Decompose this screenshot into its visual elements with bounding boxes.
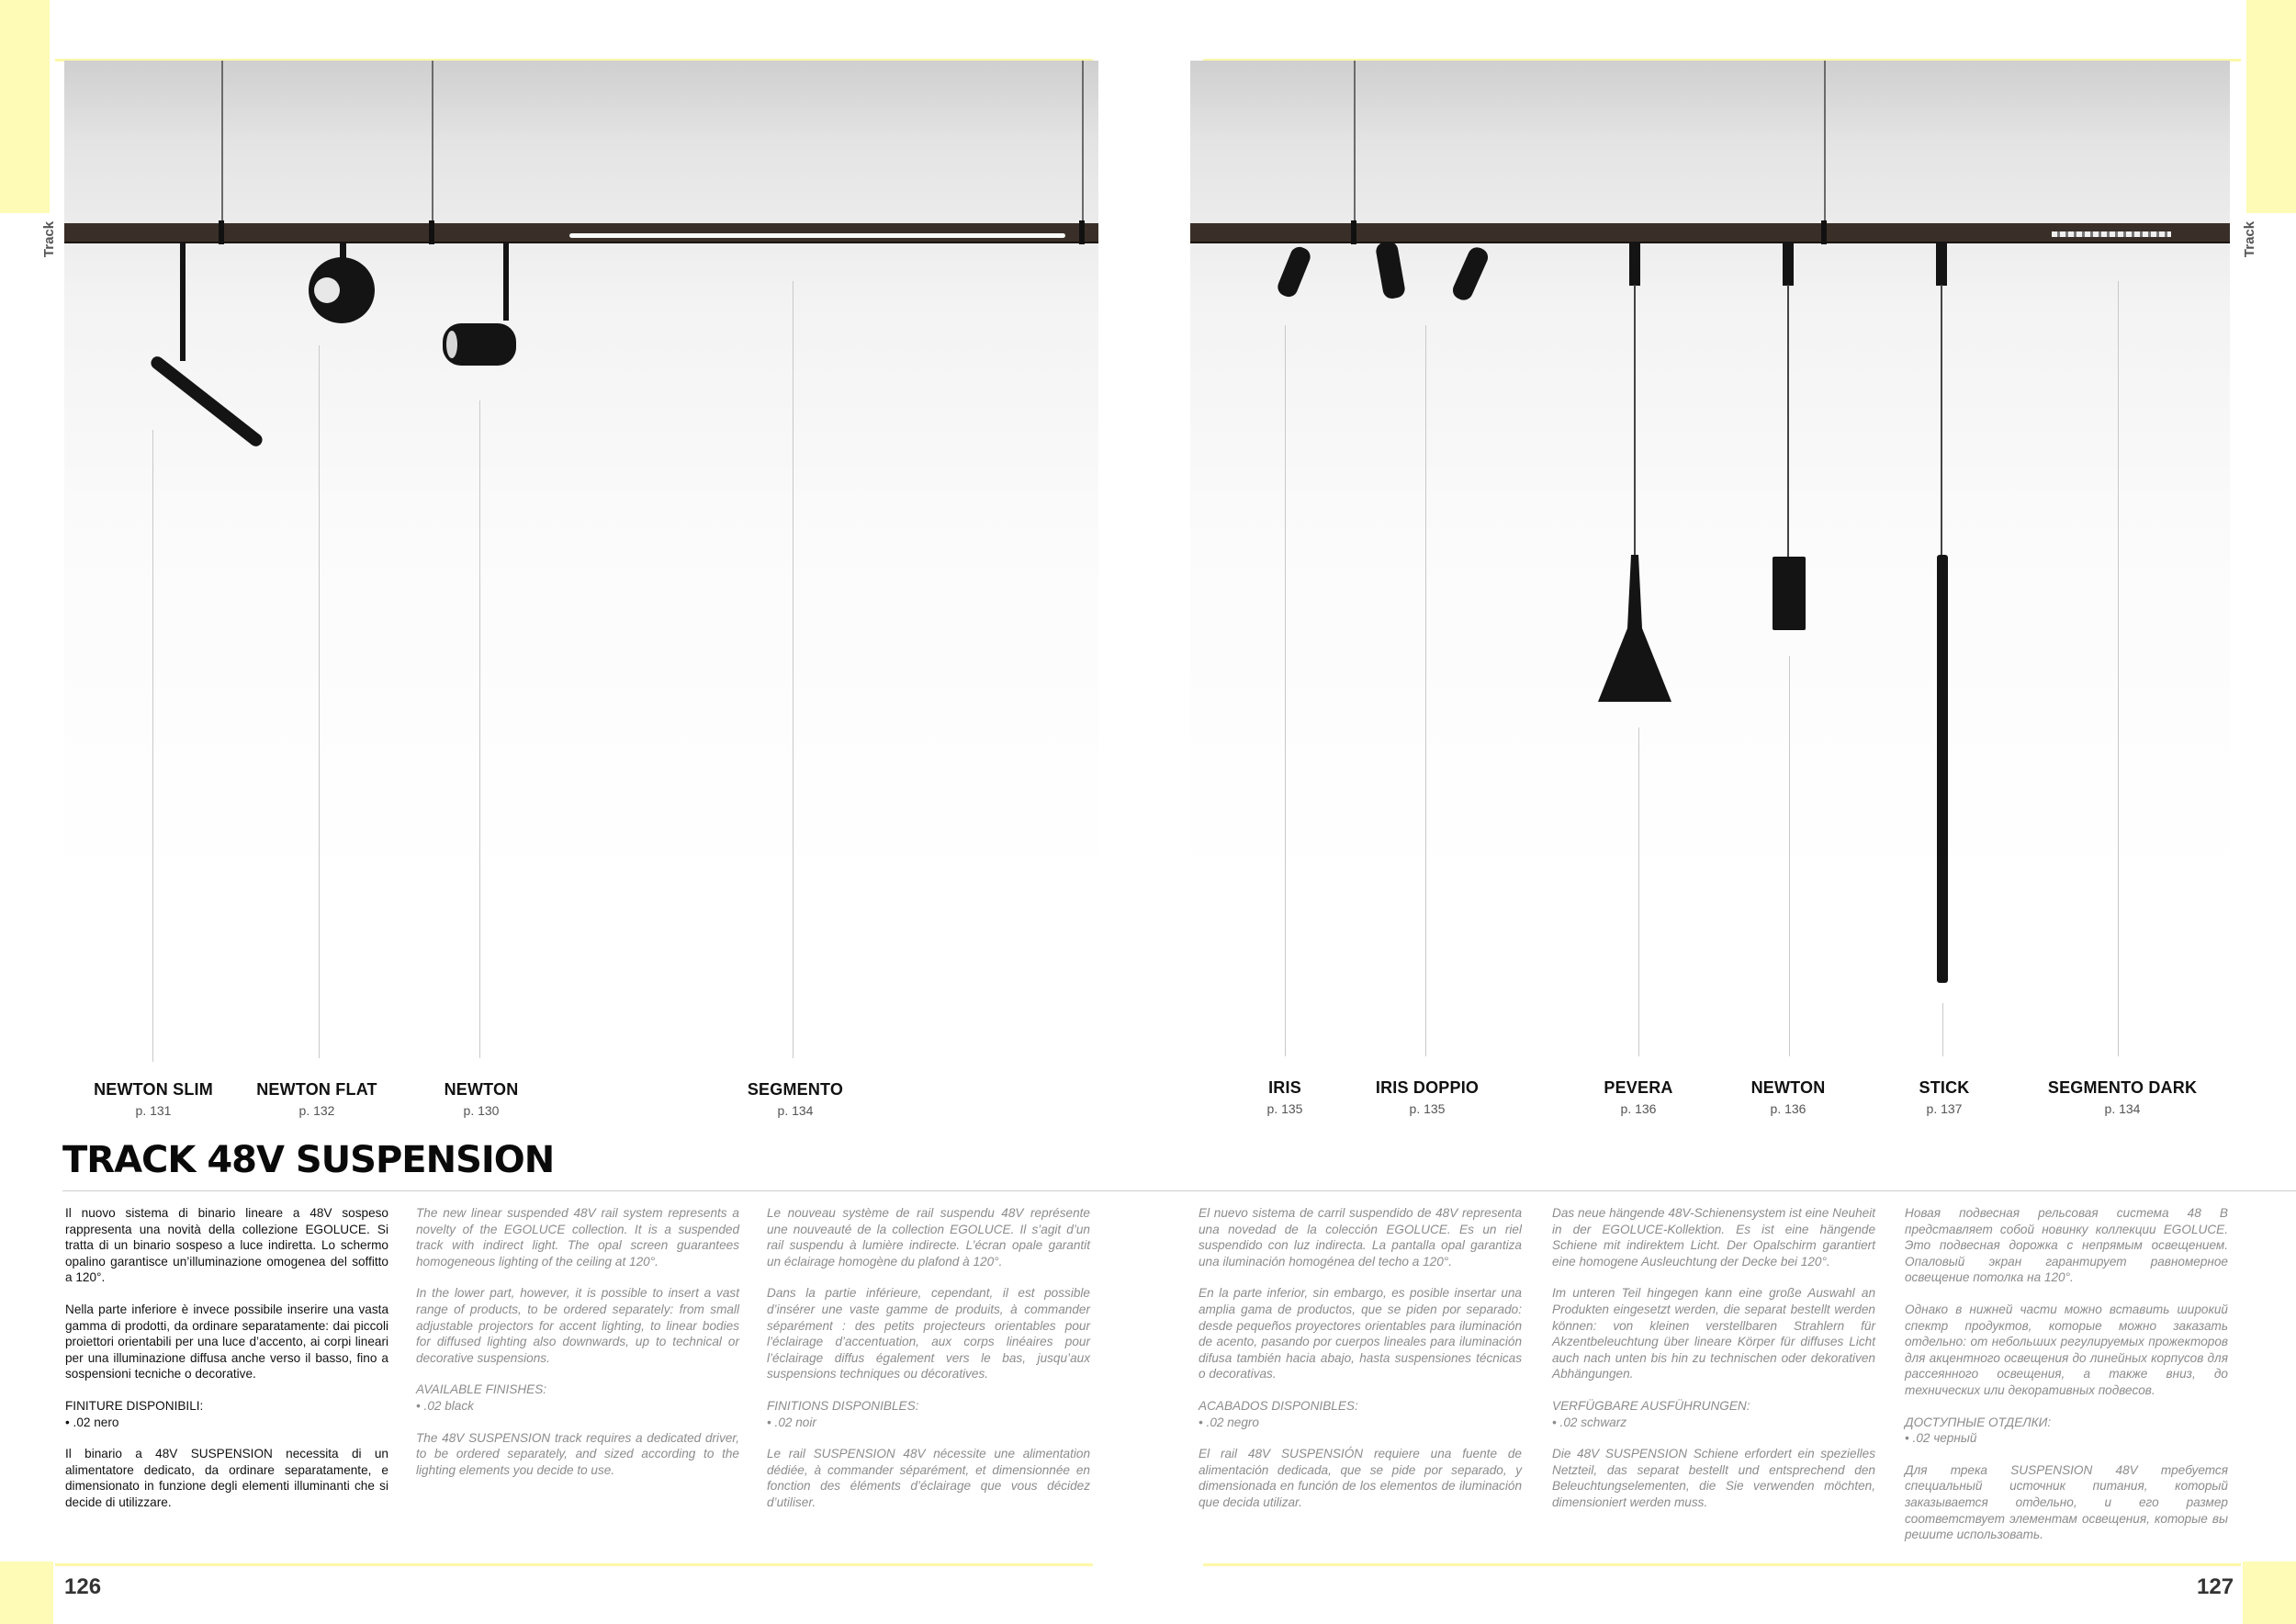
newton-flat-stem — [340, 242, 346, 258]
paragraph: El nuevo sistema de carril suspendido de 48V representa una novedad de la colección EGOLUCE. Es un riel suspendido con luz indirecta. La pantalla opal garantiza una iluminación homogénea del techo a 120°. — [1199, 1206, 1522, 1269]
text-column-french — [767, 1205, 1090, 1527]
leader-line — [1789, 656, 1790, 1056]
product-page-ref: p. 134 — [777, 1103, 814, 1118]
paragraph: Le rail SUSPENSION 48V nécessite une alimentation dédiée, à commander séparément, et dimensionnée en fonction des éléments d’éclairage que vous décidez d’utiliser. — [767, 1447, 1090, 1509]
product-name: IRIS DOPPIO — [1375, 1078, 1480, 1097]
product-page-ref: p. 134 — [2104, 1101, 2141, 1116]
newton-flat-lens — [314, 277, 340, 303]
product-page-ref: p. 132 — [298, 1103, 335, 1118]
finishes-label: ДОСТУПНЫЕ ОТДЕЛКИ: — [1905, 1415, 2052, 1429]
stick-cable — [1941, 285, 1942, 557]
paragraph: Il binario a 48V SUSPENSION necessita di un alimentatore dedicato, da ordinare separatamente, e dimensionato in funzione degli elementi illuminanti che si decide di utilizzare. — [65, 1447, 388, 1509]
section-label-left: Track — [41, 220, 58, 258]
product-page-ref: p. 135 — [1266, 1101, 1303, 1116]
newton-pendant-cable — [1787, 285, 1789, 560]
yellow-line-bottom-left — [55, 1563, 1093, 1566]
finishes-label: ACABADOS DISPONIBLES: — [1199, 1398, 1358, 1413]
paragraph: Le nouveau système de rail suspendu 48V représente une nouveauté de la collection EGOLUCE. Il s’agit d’un rail suspendu à lumière indirecte. L’écran opale garantit un éclairage homogène du plafond à 120°. — [767, 1206, 1090, 1269]
segmento-light-strip — [569, 233, 1065, 238]
suspension-cable — [1354, 61, 1356, 223]
product-photo-left — [64, 61, 1098, 1080]
newton-slim-stem — [180, 242, 186, 361]
product-page-ref: p. 136 — [1770, 1101, 1806, 1116]
paragraph: Il nuovo sistema di binario lineare a 48V sospeso rappresenta una novità della collezione EGOLUCE. Si tratta di un binario sospeso a luce indiretta. Lo schermo opalino garantisce un’illuminazione omogenea del soffitto a 120°. — [65, 1206, 388, 1285]
text-column-english — [416, 1205, 739, 1494]
newton-pendant-fixture — [1773, 557, 1806, 630]
product-name: NEWTON SLIM — [94, 1080, 213, 1099]
paragraph: En la parte inferior, sin embargo, es posible insertar una amplia gama de productos, que se piden por separado: desde pequeños proyectores orientables para iluminación de acento, pasando por cuerpos lineales para iluminación difusa también hacia abajo, hasta suspensiones técnicas o decorativas. — [1199, 1286, 1522, 1382]
paragraph: Die 48V SUSPENSION Schiene erfordert ein spezielles Netzteil, das separat bestellt und entsprechend den Beleuchtungselementen, die Sie verwenden möchten, dimensioniert werden muss. — [1552, 1447, 1875, 1509]
paragraph: In the lower part, however, it is possible to insert a vast range of products, to be ordered separately: from small adjustable projectors for accent lighting, to linear bodies for diffused lighting also downwards, up to technical or decorative suspensions. — [416, 1286, 739, 1365]
paragraph: Im unteren Teil hingegen kann eine große Auswahl an Produkten eingesetzt werden, die separat bestellt werden können: von kleinen verstellbaren Strahlern für Akzentbeleuchtung über lineare Körper für diffuses Licht auch nach unten bis hin zu technischen oder dekorativen Abhängungen. — [1552, 1286, 1875, 1382]
yellow-accent-top-right — [2246, 0, 2296, 213]
yellow-accent-bottom-left — [0, 1562, 53, 1624]
newton-lens — [446, 331, 457, 358]
finishes-label: FINITIONS DISPONIBLES: — [767, 1398, 919, 1413]
paragraph: The 48V SUSPENSION track requires a dedicated driver, to be ordered separately, and sized according to the lighting elements you decide to use. — [416, 1430, 739, 1477]
paragraph: The new linear suspended 48V rail system represents a novelty of the EGOLUCE collection. It is a suspended track with indirect light. The opal screen guarantees homogeneous lighting of the ceiling at 120°. — [416, 1206, 739, 1269]
newton-stem — [503, 242, 509, 321]
leader-line — [1638, 727, 1639, 1056]
rail-joint — [219, 220, 224, 244]
paragraph: Однако в нижней части можно вставить широкий спектр продуктов, которые можно заказать отдельно: от небольших регулируемых прожекторов для акцентного освещения до линейных корпусов для рассеянного освещения, а также вниз, до технических или декоративных подвесов. — [1905, 1302, 2228, 1397]
paragraph: Для трека SUSPENSION 48V требуется специальный источник питания, который заказывается отдельно, и его размер соответствует элементам освещения, которые вы решите использовать. — [1905, 1462, 2228, 1542]
product-name: NEWTON — [1750, 1078, 1826, 1097]
leader-line — [1285, 325, 1286, 1056]
page-number-left: 126 — [64, 1574, 102, 1599]
rail-joint — [1821, 220, 1827, 244]
stick-fixture — [1937, 555, 1948, 983]
suspension-cable — [432, 61, 433, 223]
product-name: IRIS — [1268, 1078, 1301, 1097]
leader-line — [2118, 281, 2119, 1056]
stick-canopy — [1936, 242, 1947, 286]
leader-line — [319, 345, 320, 1058]
rail-joint — [429, 220, 434, 244]
text-column-russian — [1905, 1205, 2228, 1559]
paragraph: Dans la partie inférieure, cependant, il est possible d’insérer une vaste gamme de produits, à commander séparément : des petits projecteurs orientables pour l’éclairage d’accentuation, aux corps linéaires pour l’éclairage diffus également vers le bas, jusqu’aux suspensions techniques ou décoratives. — [767, 1286, 1090, 1382]
yellow-accent-bottom-right — [2243, 1562, 2296, 1624]
leader-line — [479, 400, 480, 1058]
product-page-ref: p. 130 — [463, 1103, 500, 1118]
product-name: NEWTON FLAT — [256, 1080, 377, 1099]
rail-joint — [1351, 220, 1356, 244]
pevera-cable — [1634, 285, 1636, 560]
product-name: PEVERA — [1604, 1078, 1673, 1097]
product-photo-right — [1190, 61, 2230, 1080]
finish-item: • .02 schwarz — [1552, 1415, 1627, 1429]
section-label-right: Track — [2242, 220, 2258, 258]
paragraph: Das neue hängende 48V-Schienensystem ist eine Neuheit in der EGOLUCE-Kollektion. Es ist eine hängende Schiene mit indirektem Licht. Der Opalschirm garantiert eine homogene Ausleuchtung der Decke bei 120°. — [1552, 1206, 1875, 1269]
suspension-cable — [221, 61, 223, 223]
suspension-cable — [1082, 61, 1084, 223]
product-page-ref: p. 135 — [1409, 1101, 1446, 1116]
page-number-right: 127 — [2197, 1574, 2234, 1599]
finish-item: • .02 черный — [1905, 1431, 1977, 1446]
product-name: SEGMENTO — [747, 1080, 844, 1099]
product-page-ref: p. 136 — [1620, 1101, 1657, 1116]
suspension-cable — [1824, 61, 1826, 223]
text-column-spanish — [1199, 1205, 1522, 1527]
leader-line — [1425, 325, 1426, 1056]
paragraph: Nella parte inferiore è invece possibile inserire una vasta gamma di prodotti, da ordinare separatamente: dai piccoli proiettori orientabili per una luce d’accento, ai corpi lineari per una illuminazione diffusa anche verso il basso, fino a sospensioni tecniche o decorative. — [65, 1302, 388, 1382]
product-name: STICK — [1919, 1078, 1970, 1097]
title-divider — [62, 1190, 2296, 1191]
finish-item: • .02 noir — [767, 1415, 816, 1429]
leader-line — [152, 430, 153, 1062]
segmento-dark-leds — [2052, 231, 2171, 237]
product-name: NEWTON — [444, 1080, 519, 1099]
yellow-accent-top-left — [0, 0, 50, 213]
finish-item: • .02 black — [416, 1398, 474, 1413]
finishes-label: AVAILABLE FINISHES: — [416, 1382, 547, 1397]
product-name: SEGMENTO DARK — [2047, 1078, 2198, 1097]
finishes-label: FINITURE DISPONIBILI: — [65, 1398, 204, 1413]
yellow-line-bottom-right — [1203, 1563, 2241, 1566]
finishes-label: VERFÜGBARE AUSFÜHRUNGEN: — [1552, 1398, 1750, 1413]
rail-joint — [1079, 220, 1085, 244]
product-page-ref: p. 131 — [135, 1103, 172, 1118]
paragraph: El rail 48V SUSPENSIÓN requiere una fuente de alimentación dedicada, que se pide por separado, y dimensionada en función de los elementos de iluminación que decida utilizar. — [1199, 1447, 1522, 1509]
finish-item: • .02 negro — [1199, 1415, 1259, 1429]
pevera-shade — [1598, 555, 1671, 704]
page-title: TRACK 48V SUSPENSION — [62, 1139, 555, 1181]
paragraph: Новая подвесная рельсовая система 48 В представляет собой новинку коллекции EGOLUCE. Это подвесная дорожка с непрямым освещением. Опаловый экран гарантирует равномерное освещение потолка на 120°. — [1905, 1206, 2228, 1285]
pevera-canopy — [1629, 242, 1640, 286]
product-page-ref: p. 137 — [1926, 1101, 1963, 1116]
text-column-italian — [65, 1205, 388, 1527]
finish-item: • .02 nero — [65, 1415, 119, 1429]
text-column-german — [1552, 1205, 1875, 1527]
leader-line — [1942, 1003, 1943, 1056]
newton-pendant-canopy — [1783, 242, 1794, 286]
